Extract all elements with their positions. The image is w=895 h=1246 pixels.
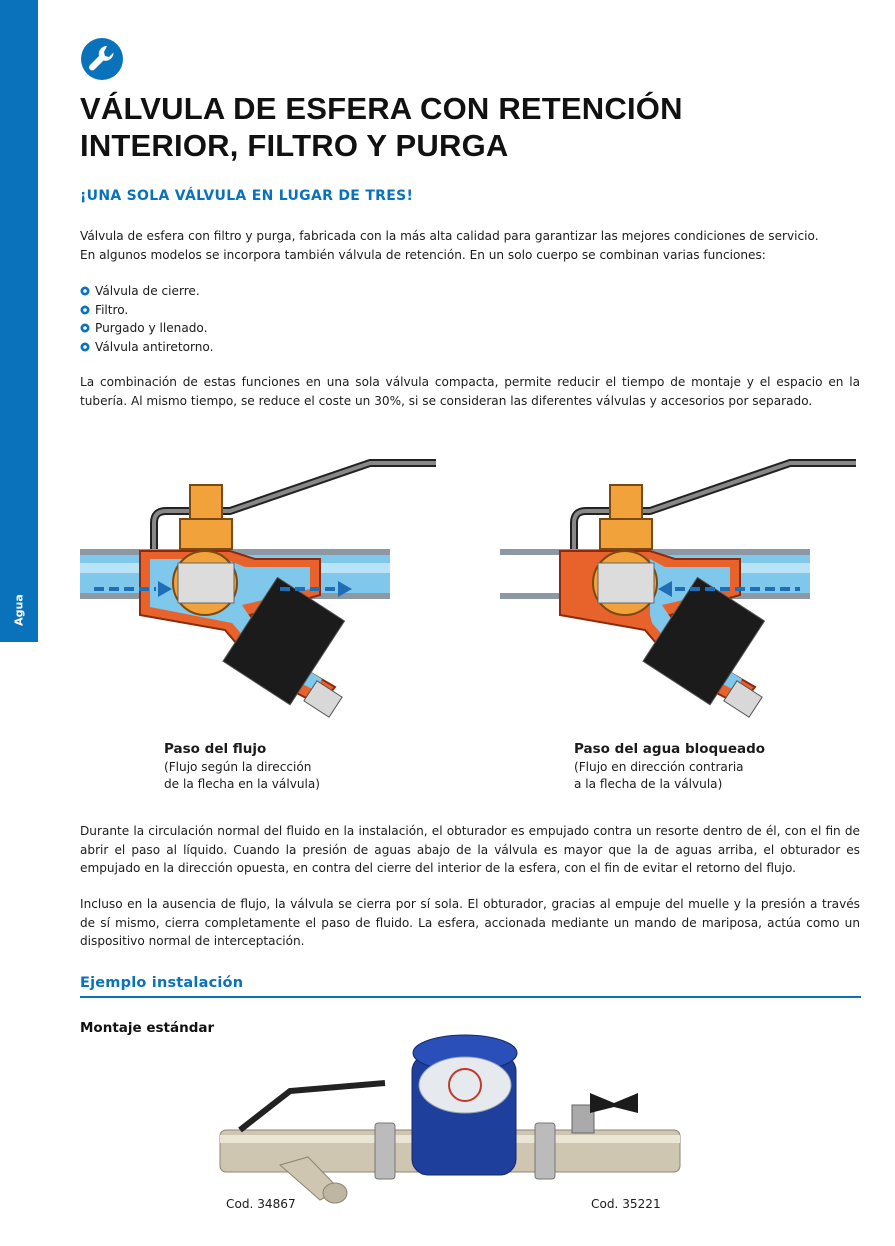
bullet-icon bbox=[80, 305, 90, 315]
list-item: Purgado y llenado. bbox=[80, 319, 213, 338]
valve-blocked-diagram bbox=[500, 455, 865, 730]
side-tab bbox=[0, 0, 38, 642]
list-item: Válvula de cierre. bbox=[80, 282, 213, 301]
product-code-right: Cod. 35221 bbox=[591, 1197, 661, 1211]
page-title bbox=[80, 90, 870, 164]
intro-line-2: En algunos modelos se incorpora también válvula de retención. En un solo cuerpo se combinan varias funciones: bbox=[80, 247, 766, 262]
bullet-icon bbox=[80, 323, 90, 333]
installation-subtitle: Montaje estándar bbox=[80, 1020, 215, 1036]
diagram-caption-flow: Paso del flujo (Flujo según la dirección de la flecha en la válvula) bbox=[164, 741, 321, 791]
side-tab-label: Agua bbox=[12, 594, 26, 626]
intro-line-1: Válvula de esfera con filtro y purga, fabricada con la más alta calidad para garantizar las mejores condiciones de servicio. bbox=[80, 229, 819, 243]
installation-title: Ejemplo instalación bbox=[80, 975, 244, 991]
valve-flow-diagram bbox=[80, 455, 445, 730]
bullet-icon bbox=[80, 342, 90, 352]
title-line-2: INTERIOR, FILTRO Y PURGA bbox=[80, 128, 509, 163]
combination-paragraph: La combinación de estas funciones en una sola válvula compacta, permite reducir el tiempo de montaje y el espacio en la tubería. Al mismo tiempo, se reduce el coste un 30%, si se consideran las diferentes válvulas y accesorios por separado. bbox=[80, 375, 860, 408]
subtitle: ¡UNA SOLA VÁLVULA EN LUGAR DE TRES! bbox=[80, 188, 414, 204]
title-line-1: VÁLVULA DE ESFERA CON RETENCIÓN bbox=[80, 91, 683, 126]
intro-paragraph bbox=[80, 227, 860, 264]
operation-paragraph: Durante la circulación normal del fluido en la instalación, el obturador es empujado contra un resorte dentro de él, con el fin de abrir el paso al líquido. Cuando la presión de aguas abajo de la válvula es mayor que la de aguas arriba, el obturador es empujado en la dirección opuesta, en contra del cierre del interior de la esfera, con el fin de evitar el retorno del flujo. bbox=[80, 824, 860, 875]
functions-list bbox=[80, 282, 213, 356]
section-divider bbox=[80, 996, 861, 998]
bullet-icon bbox=[80, 286, 90, 296]
diagram-caption-blocked: Paso del agua bloqueado (Flujo en dirección contraria a la flecha de la válvula) bbox=[574, 741, 766, 791]
noflow-paragraph: Incluso en la ausencia de flujo, la válvula se cierra por sí sola. El obturador, gracias al empuje del muelle y la presión a través de sí mismo, cierra completamente el paso de fluido. La esfera, accionada mediante un mando de mariposa, actúa como un dispositivo normal de interceptación. bbox=[80, 897, 860, 948]
list-item: Filtro. bbox=[80, 301, 213, 320]
wrench-icon bbox=[80, 37, 124, 81]
list-item: Válvula antiretorno. bbox=[80, 338, 213, 357]
product-code-left: Cod. 34867 bbox=[226, 1197, 296, 1211]
